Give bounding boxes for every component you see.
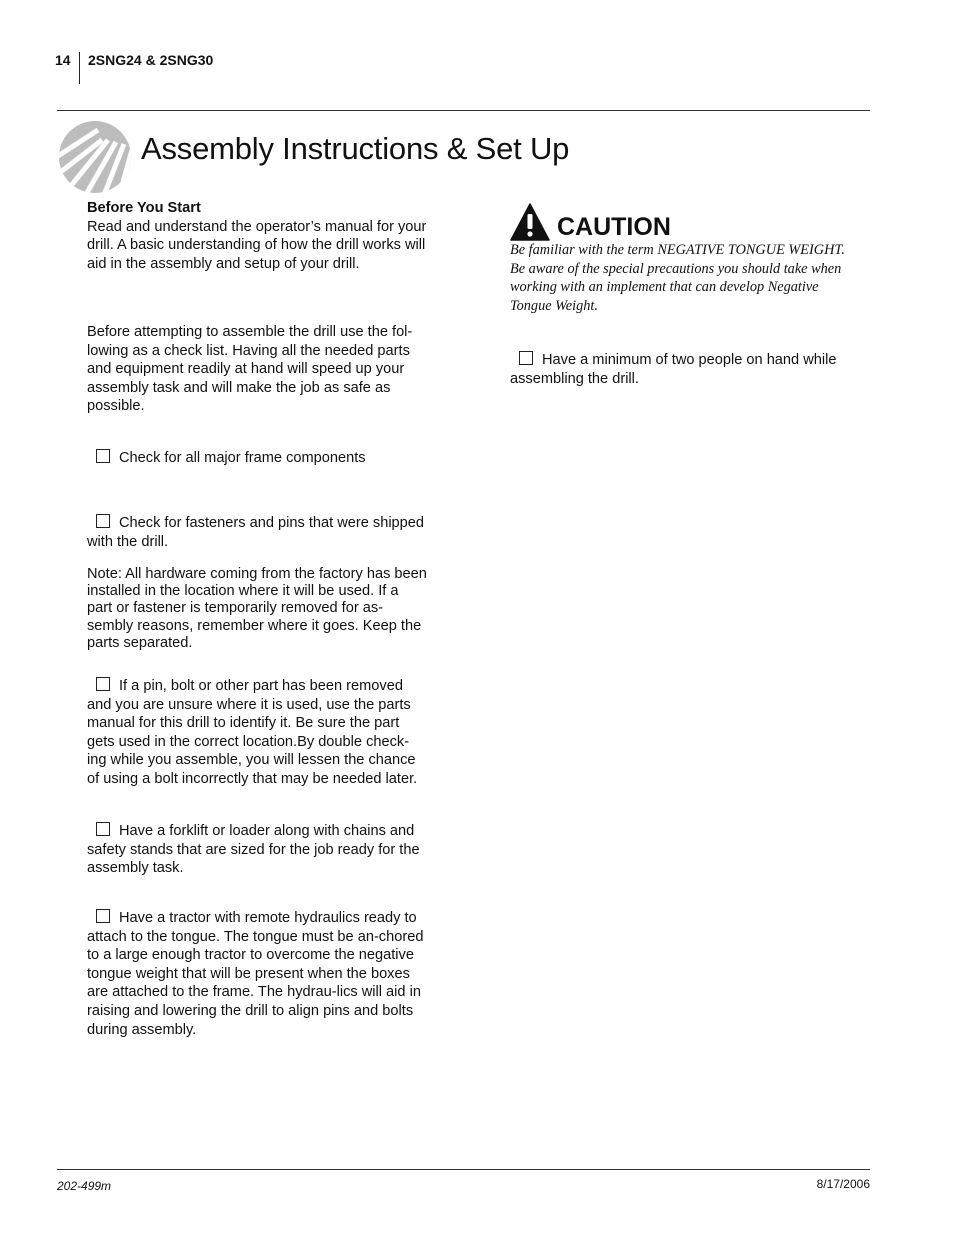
check-item-tractor bbox=[87, 909, 427, 1039]
checkbox[interactable] bbox=[96, 909, 110, 923]
note-block bbox=[87, 566, 427, 652]
section-heading: Before You Start bbox=[87, 200, 201, 216]
caution-text: Be familiar with the term NEGATIVE TONGUE WEIGHT. Be aware of the special precautions you should take when working with an implement that can develop Negative Tongue Weight. bbox=[510, 242, 845, 314]
before-you-start-section bbox=[87, 199, 427, 273]
check-item-label: Have a forklift or loader along with chains and safety stands that are sized for the job ready for the assembly task. bbox=[87, 823, 420, 877]
header-divider bbox=[79, 52, 80, 84]
intro-paragraph: Read and understand the operator’s manual for your drill. A basic understanding of how the drill works will aid in the assembly and setup of your drill. bbox=[87, 218, 427, 272]
checklist-intro-block bbox=[87, 323, 427, 416]
checkbox[interactable] bbox=[519, 351, 533, 365]
check-item-label: Have a tractor with remote hydraulics ready to attach to the tongue. The tongue must be an-chored to a large enough tractor to overcome the negative tongue weight that will be present when the boxes are attached to the frame. The hydrau-lics will aid in raising and lowering the drill to align pins and bolts during assembly. bbox=[87, 910, 424, 1038]
document-date: 8/17/2006 bbox=[816, 1177, 870, 1191]
caution-label: CAUTION bbox=[557, 213, 671, 241]
check-item-label: Check for fasteners and pins that were shipped with the drill. bbox=[87, 515, 425, 550]
page-title: Assembly Instructions & Set Up bbox=[141, 131, 570, 166]
brand-logo-icon bbox=[58, 120, 132, 194]
checklist-intro-paragraph: Before attempting to assemble the drill use the fol-lowing as a check list. Having all the needed parts and equipment readily at hand will speed up your assembly task and will make the job as safe as possible. bbox=[87, 324, 413, 415]
check-item-label: If a pin, bolt or other part has been removed and you are unsure where it is used, use the parts manual for this drill to identify it. Be sure the part gets used in the correct location.By double check-ing while you assemble, you will lessen the chance of using a bolt incorrectly that may be needed later. bbox=[87, 678, 418, 787]
check-item-forklift bbox=[87, 822, 427, 878]
model-name: 2SNG24 & 2SNG30 bbox=[88, 52, 214, 68]
checkbox[interactable] bbox=[96, 514, 110, 528]
page-number: 14 bbox=[55, 52, 71, 68]
check-item-label: Check for all major frame components bbox=[119, 450, 366, 466]
document-number: 202-499m bbox=[57, 1179, 112, 1193]
check-item-two-people bbox=[510, 351, 855, 388]
bottom-rule bbox=[57, 1169, 870, 1170]
check-item-fasteners bbox=[87, 514, 427, 551]
check-item-frame bbox=[87, 449, 427, 468]
top-rule bbox=[57, 110, 870, 111]
checkbox[interactable] bbox=[96, 677, 110, 691]
checkbox[interactable] bbox=[96, 449, 110, 463]
warning-triangle-icon bbox=[510, 203, 550, 241]
check-item-identify-part bbox=[87, 677, 427, 789]
check-item-label: Have a minimum of two people on hand while assembling the drill. bbox=[510, 352, 837, 387]
checkbox[interactable] bbox=[96, 822, 110, 836]
note-paragraph: Note: All hardware coming from the factory has been installed in the location where it will be used. If a part or fastener is temporarily removed for as-sembly reasons, remember where it goes. Keep the parts separated. bbox=[87, 566, 427, 651]
